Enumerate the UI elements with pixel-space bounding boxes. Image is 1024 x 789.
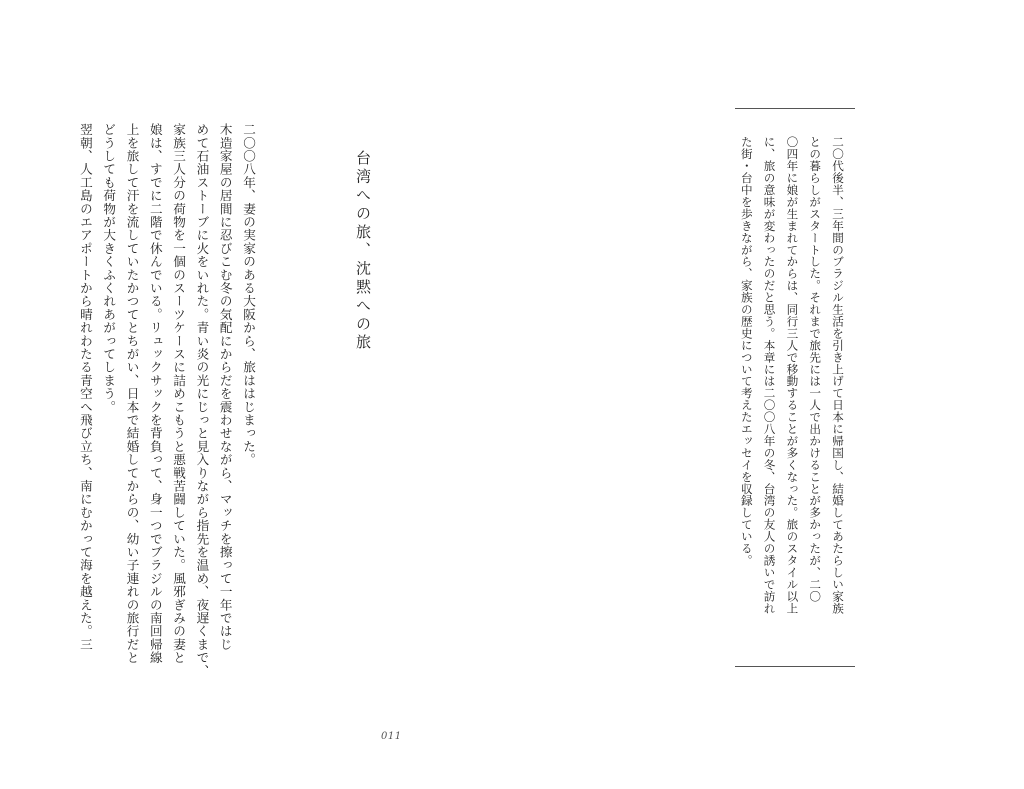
page-number: 011 [381, 731, 402, 742]
body-text [52, 123, 260, 683]
chapter-summary [735, 108, 855, 668]
body-line: 家族三人分の荷物を一個のスーツケースに詰めこもうと悪戦苦闘していた。風邪ぎみの妻と [171, 123, 187, 665]
body-line: 翌朝、人工島のエアポートから晴れわたる青空へ飛び立ち、南にむかって海を越えた。三 [77, 123, 93, 651]
summary-line: との暮らしがスタートした。それまで旅先には一人で出かけることが多かったが、二〇 [808, 136, 823, 603]
summary-line: た街・台中を歩きながら、家族の歴史について考えたエッセイを収録している。 [739, 136, 754, 567]
body-line: 二〇〇八年、妻の実家のある大阪から、旅ははじまった。 [241, 123, 256, 467]
top-rule [735, 108, 855, 109]
summary-line: に、旅の意味が変わったのだと思う。本章には二〇〇八年の冬、台湾の友人の誘いで訪れ [762, 136, 777, 614]
body-line: どうしても荷物が大きくふくれあがってしまう。 [101, 123, 117, 414]
bottom-rule [735, 666, 855, 667]
body-line: 上を旅して汗を流していたかつてとちがい、日本で結婚してからの、幼い子連れの旅行だと [124, 123, 140, 665]
body-line: 木造家屋の居間に忍びこむ冬の気配にからだを震わせながら、マッチを擦って一年ではじ [217, 123, 233, 651]
body-line: めて石油ストーブに火をいれた。青い炎の光にじっと見入りながら指先を温め、夜遅くまで、 [194, 123, 210, 678]
summary-line: 二〇代後半、三年間のブラジル生活を引き上げて日本に帰国し、結婚してあたらしい家族 [831, 136, 845, 614]
body-line: 娘は、すでに二階で休んでいる。リュックサックを背負って、身一つでブラジルの南回帰線 [147, 123, 163, 665]
page-title: 台湾への旅、沈黙への旅 [354, 150, 372, 353]
summary-text [741, 136, 849, 646]
summary-line: 〇四年に娘が生まれてからは、同行三人で移動することが多くなった。旅のスタイル以上 [785, 136, 800, 614]
